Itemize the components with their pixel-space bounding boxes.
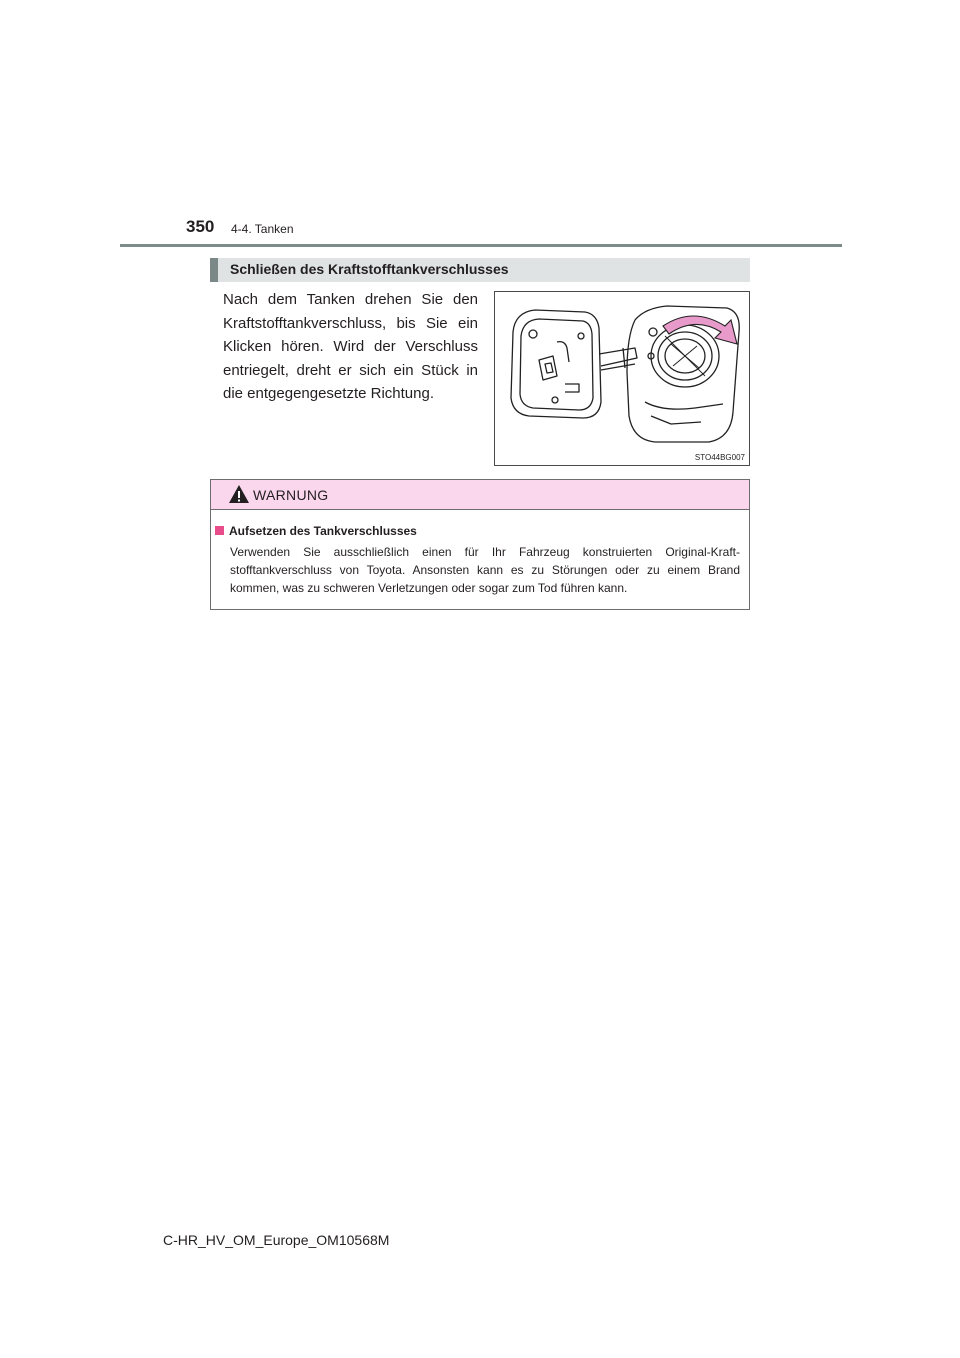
warning-text: Verwenden Sie ausschließlich einen für Ihr Fahrzeug konstruierten Original-Kraft-stofftankverschluss von Toyota. Ansonsten kann es zu Störungen oder zu einem Brand kommen, was zu schweren Verletzungen oder sogar zum Tod führen kann. [230,545,740,595]
section-heading [210,258,750,282]
section-label: 4-4. Tanken [231,222,294,236]
footer-code: C-HR_HV_OM_Europe_OM10568M [163,1232,390,1248]
section-heading-text: Schließen des Kraftstofftankverschlusses [230,261,509,277]
fuel-cap-illustration [494,291,750,466]
warning-subheading-text: Aufsetzen des Tankverschlusses [229,524,417,538]
warning-box [210,479,750,610]
rotation-arrow-icon [663,316,737,344]
warning-subheading [215,524,417,538]
fuel-door-drawing [495,292,749,465]
header-rule [120,244,842,247]
warning-triangle-icon [228,483,250,505]
body-text: Nach dem Tanken drehen Sie den Kraftstofftankverschluss, bis Sie ein Klicken hören. Wird der Verschluss entriegelt, dreht er sich ein Stück in die entgegengesetzte Richtung. [223,291,478,402]
figure-code: STO44BG007 [694,453,745,462]
square-bullet-icon [215,526,224,535]
warning-header [211,480,749,510]
page-number: 350 [186,217,215,236]
warning-title: WARNUNG [253,487,329,503]
